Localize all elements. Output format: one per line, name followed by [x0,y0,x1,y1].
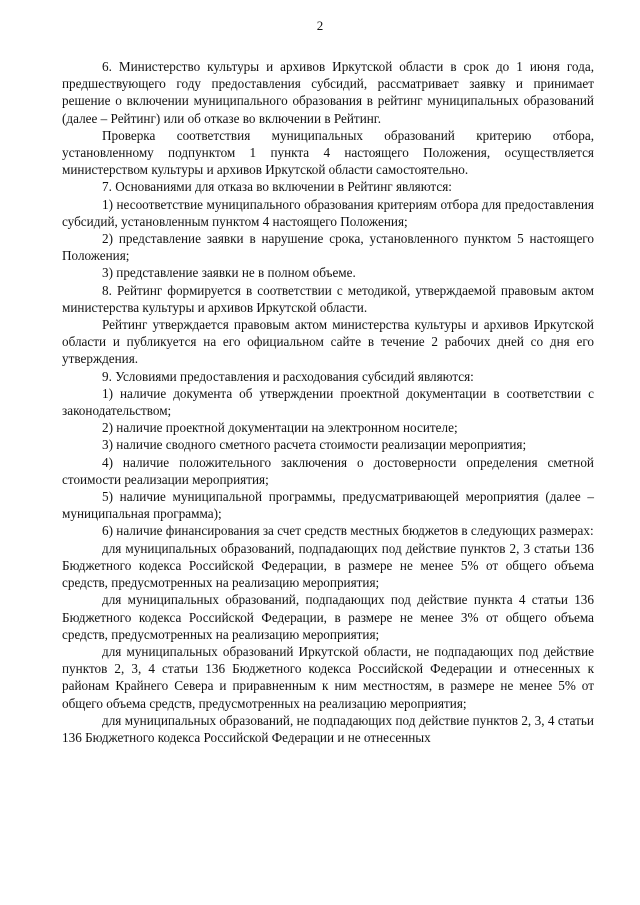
page-number: 2 [316,18,324,33]
funding-5-percent: для муниципальных образований, подпадающих под действие пунктов 2, 3 статьи 136 Бюджетного кодекса Российской Федерации, в размере не менее 5% от общего объема средств, предусмотренных на реализацию мероприятия; [62,540,594,591]
document-body [62,58,594,746]
funding-3-percent: для муниципальных образований, подпадающих под действие пункта 4 статьи 136 Бюджетного кодекса Российской Федерации, в размере не менее 3% от общего объема средств, предусмотренных на реализацию мероприятия; [62,592,594,642]
paragraph-9-item-6: 6) наличие финансирования за счет средств местных бюджетов в следующих размерах: [102,523,594,539]
paragraph-6: 6. Министерство культуры и архивов Иркутской области в срок до 1 июня года, предшествующего году предоставления субсидий, рассматривает заявку и принимает решение о включении муниципального образования в рейтинг муниципальных образований (далее – Рейтинг) или об отказе во включении в Рейтинг. [62,59,594,126]
paragraph-9-item-5: 5) наличие муниципальной программы, предусматривающей мероприятия (далее – муниципальная программа); [62,489,594,522]
paragraph-rating-approval: Рейтинг утверждается правовым актом министерства культуры и архивов Иркутской области и публикуется на его официальном сайте в течение 2 рабочих дней со дня его утверждения. [62,317,594,367]
funding-other-areas: для муниципальных образований, не подпадающих под действие пунктов 2, 3, 4 статьи 136 Бюджетного кодекса Российской Федерации и не отнесенных [62,712,594,745]
paragraph-9-title: 9. Условиями предоставления и расходования субсидий являются: [102,368,474,384]
paragraph-7-item-1: 1) несоответствие муниципального образования критериям отбора для предоставления субсидий, установленным пунктом 4 настоящего Положения; [62,196,594,229]
paragraph-9-item-4: 4) наличие положительного заключения о достоверности определения сметной стоимости реализации мероприятия; [62,454,594,487]
paragraph-verification: Проверка соответствия муниципальных образований критерию отбора, установленному подпунктом 1 пункта 4 настоящего Положения, осуществляется министерством культуры и архивов Иркутской области самостоятельно. [62,127,594,178]
paragraph-9-item-1: 1) наличие документа об утверждении проектной документации в соответствии с законодательством; [62,385,594,419]
funding-northern-areas: для муниципальных образований Иркутской области, не подпадающих под действие пунктов 2, 3, 4 статьи 136 Бюджетного кодекса Российской Федерации и отнесенных к районам Крайнего Севера и приравненным к ним местностям, в размере не менее 5% от общего объема средств, предусмотренных на реализацию мероприятия; [62,643,594,711]
paragraph-7-item-3: 3) представление заявки не в полном объеме. [102,265,356,281]
paragraph-7-title: 7. Основаниями для отказа во включении в Рейтинг являются: [102,179,452,195]
paragraph-7-item-2: 2) представление заявки в нарушение срока, установленного пунктом 5 настоящего Положения; [62,231,594,264]
paragraph-9-item-2: 2) наличие проектной документации на электронном носителе; [102,420,458,436]
paragraph-8: 8. Рейтинг формируется в соответствии с методикой, утверждаемой правовым актом министерства культуры и архивов Иркутской области. [62,282,594,315]
paragraph-9-item-3: 3) наличие сводного сметного расчета стоимости реализации мероприятия; [102,437,527,453]
